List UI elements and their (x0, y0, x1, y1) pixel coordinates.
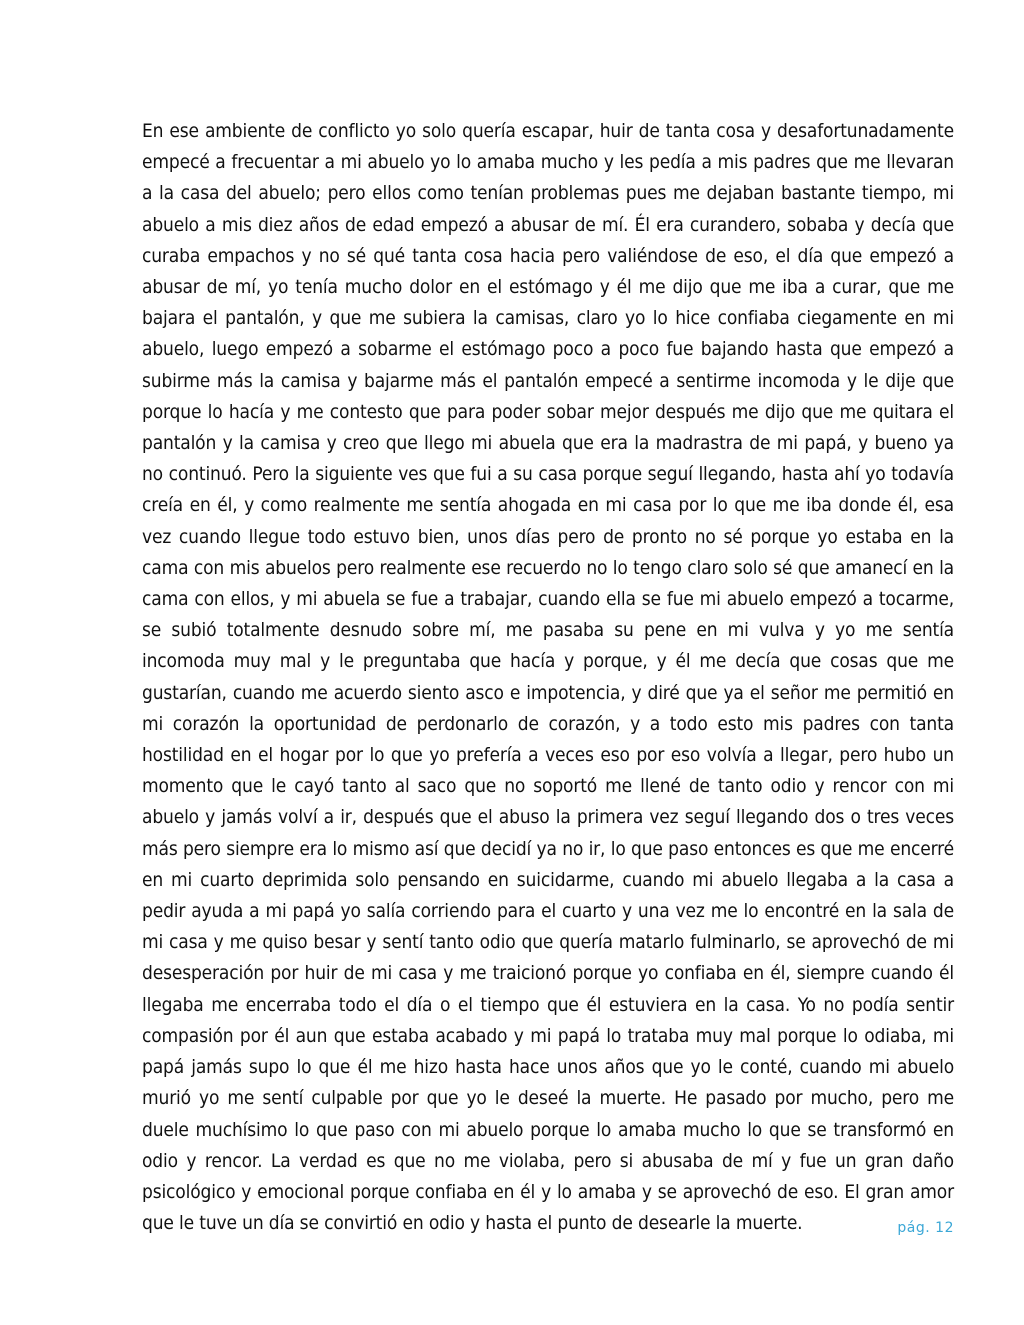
body-paragraph: En ese ambiente de conflicto yo solo quería escapar, huir de tanta cosa y desafortunadamente empecé a frecuentar a mi abuelo yo lo amaba mucho y les pedía a mis padres que me llevaran a la casa del abuelo; pero ellos como tenían problemas pues me dejaban bastante tiempo, mi abuelo a mis diez años de edad empezó a abusar de mí. Él era curandero, sobaba y decía que curaba empachos y no sé qué tanta cosa hacia pero valiéndose de eso, el día que empezó a abusar de mí, yo tenía mucho dolor en el estómago y él me dijo que me iba a curar, que me bajara el pantalón, y que me subiera la camisas, claro yo lo hice confiaba ciegamente en mi abuelo, luego empezó a sobarme el estómago poco a poco fue bajando hasta que empezó a subirme más la camisa y bajarme más el pantalón empecé a sentirme incomoda y le dije que porque lo hacía y me contesto que para poder sobar mejor después me dijo que me quitara el pantalón y la camisa y creo que llego mi abuela que era la madrastra de mi papá, y bueno ya no continuó. Pero la siguiente ves que fui a su casa porque seguí llegando, hasta ahí yo todavía creía en él, y como realmente me sentía ahogada en mi casa por lo que me iba donde él, esa vez cuando llegue todo estuvo bien, unos días pero de pronto no sé porque yo estaba en la cama con mis abuelos pero realmente ese recuerdo no lo tengo claro solo sé que amanecí en la cama con ellos, y mi abuela se fue a trabajar, cuando ella se fue mi abuelo empezó a tocarme, se subió totalmente desnudo sobre mí, me pasaba su pene en mi vulva y yo me sentía incomoda muy mal y le preguntaba que hacía y porque, y él me decía que cosas que me gustarían, cuando me acuerdo siento asco e impotencia, y diré que ya el señor me permitió en mi corazón la oportunidad de perdonarlo de corazón, y a todo esto mis padres con tanta hostilidad en el hogar por lo que yo prefería a veces eso por eso volvía a llegar, pero hubo un momento que le cayó tanto al saco que no soportó me llené de tanto odio y rencor con mi abuelo y jamás volví a ir, después que el abuso la primera vez seguí llegando dos o tres veces más pero siempre era lo mismo así que decidí ya no ir, lo que paso entonces es que me encerré en mi cuarto deprimida solo pensando en suicidarme, cuando mi abuelo llegaba a la casa a pedir ayuda a mi papá yo salía corriendo para el cuarto y una vez me lo encontré en la sala de mi casa y me quiso besar y sentí tanto odio que quería matarlo fulminarlo, se aprovechó de mi desesperación por huir de mi casa y me traicionó porque yo confiaba en él, siempre cuando él llegaba me encerraba todo el día o el tiempo que él estuviera en la casa. Yo no podía sentir compasión por él aun que estaba acabado y mi papá lo trataba muy mal porque lo odiaba, mi papá jamás supo lo que él me hizo hasta hace unos años que yo le conté, cuando mi abuelo murió yo me sentí culpable por que yo le deseé la muerte. He pasado por mucho, pero me duele muchísimo lo que paso con mi abuelo porque lo amaba mucho lo que se transformó en odio y rencor. La verdad es que no me violaba, pero si abusaba de mí y fue un gran daño psicológico y emocional porque confiaba en él y lo amaba y se aprovechó de eso. El gran amor que le tuve un día se convirtió en odio y hasta el punto de desearle la muerte. (142, 120, 954, 1235)
page-number: pág. 12 (897, 1220, 954, 1236)
